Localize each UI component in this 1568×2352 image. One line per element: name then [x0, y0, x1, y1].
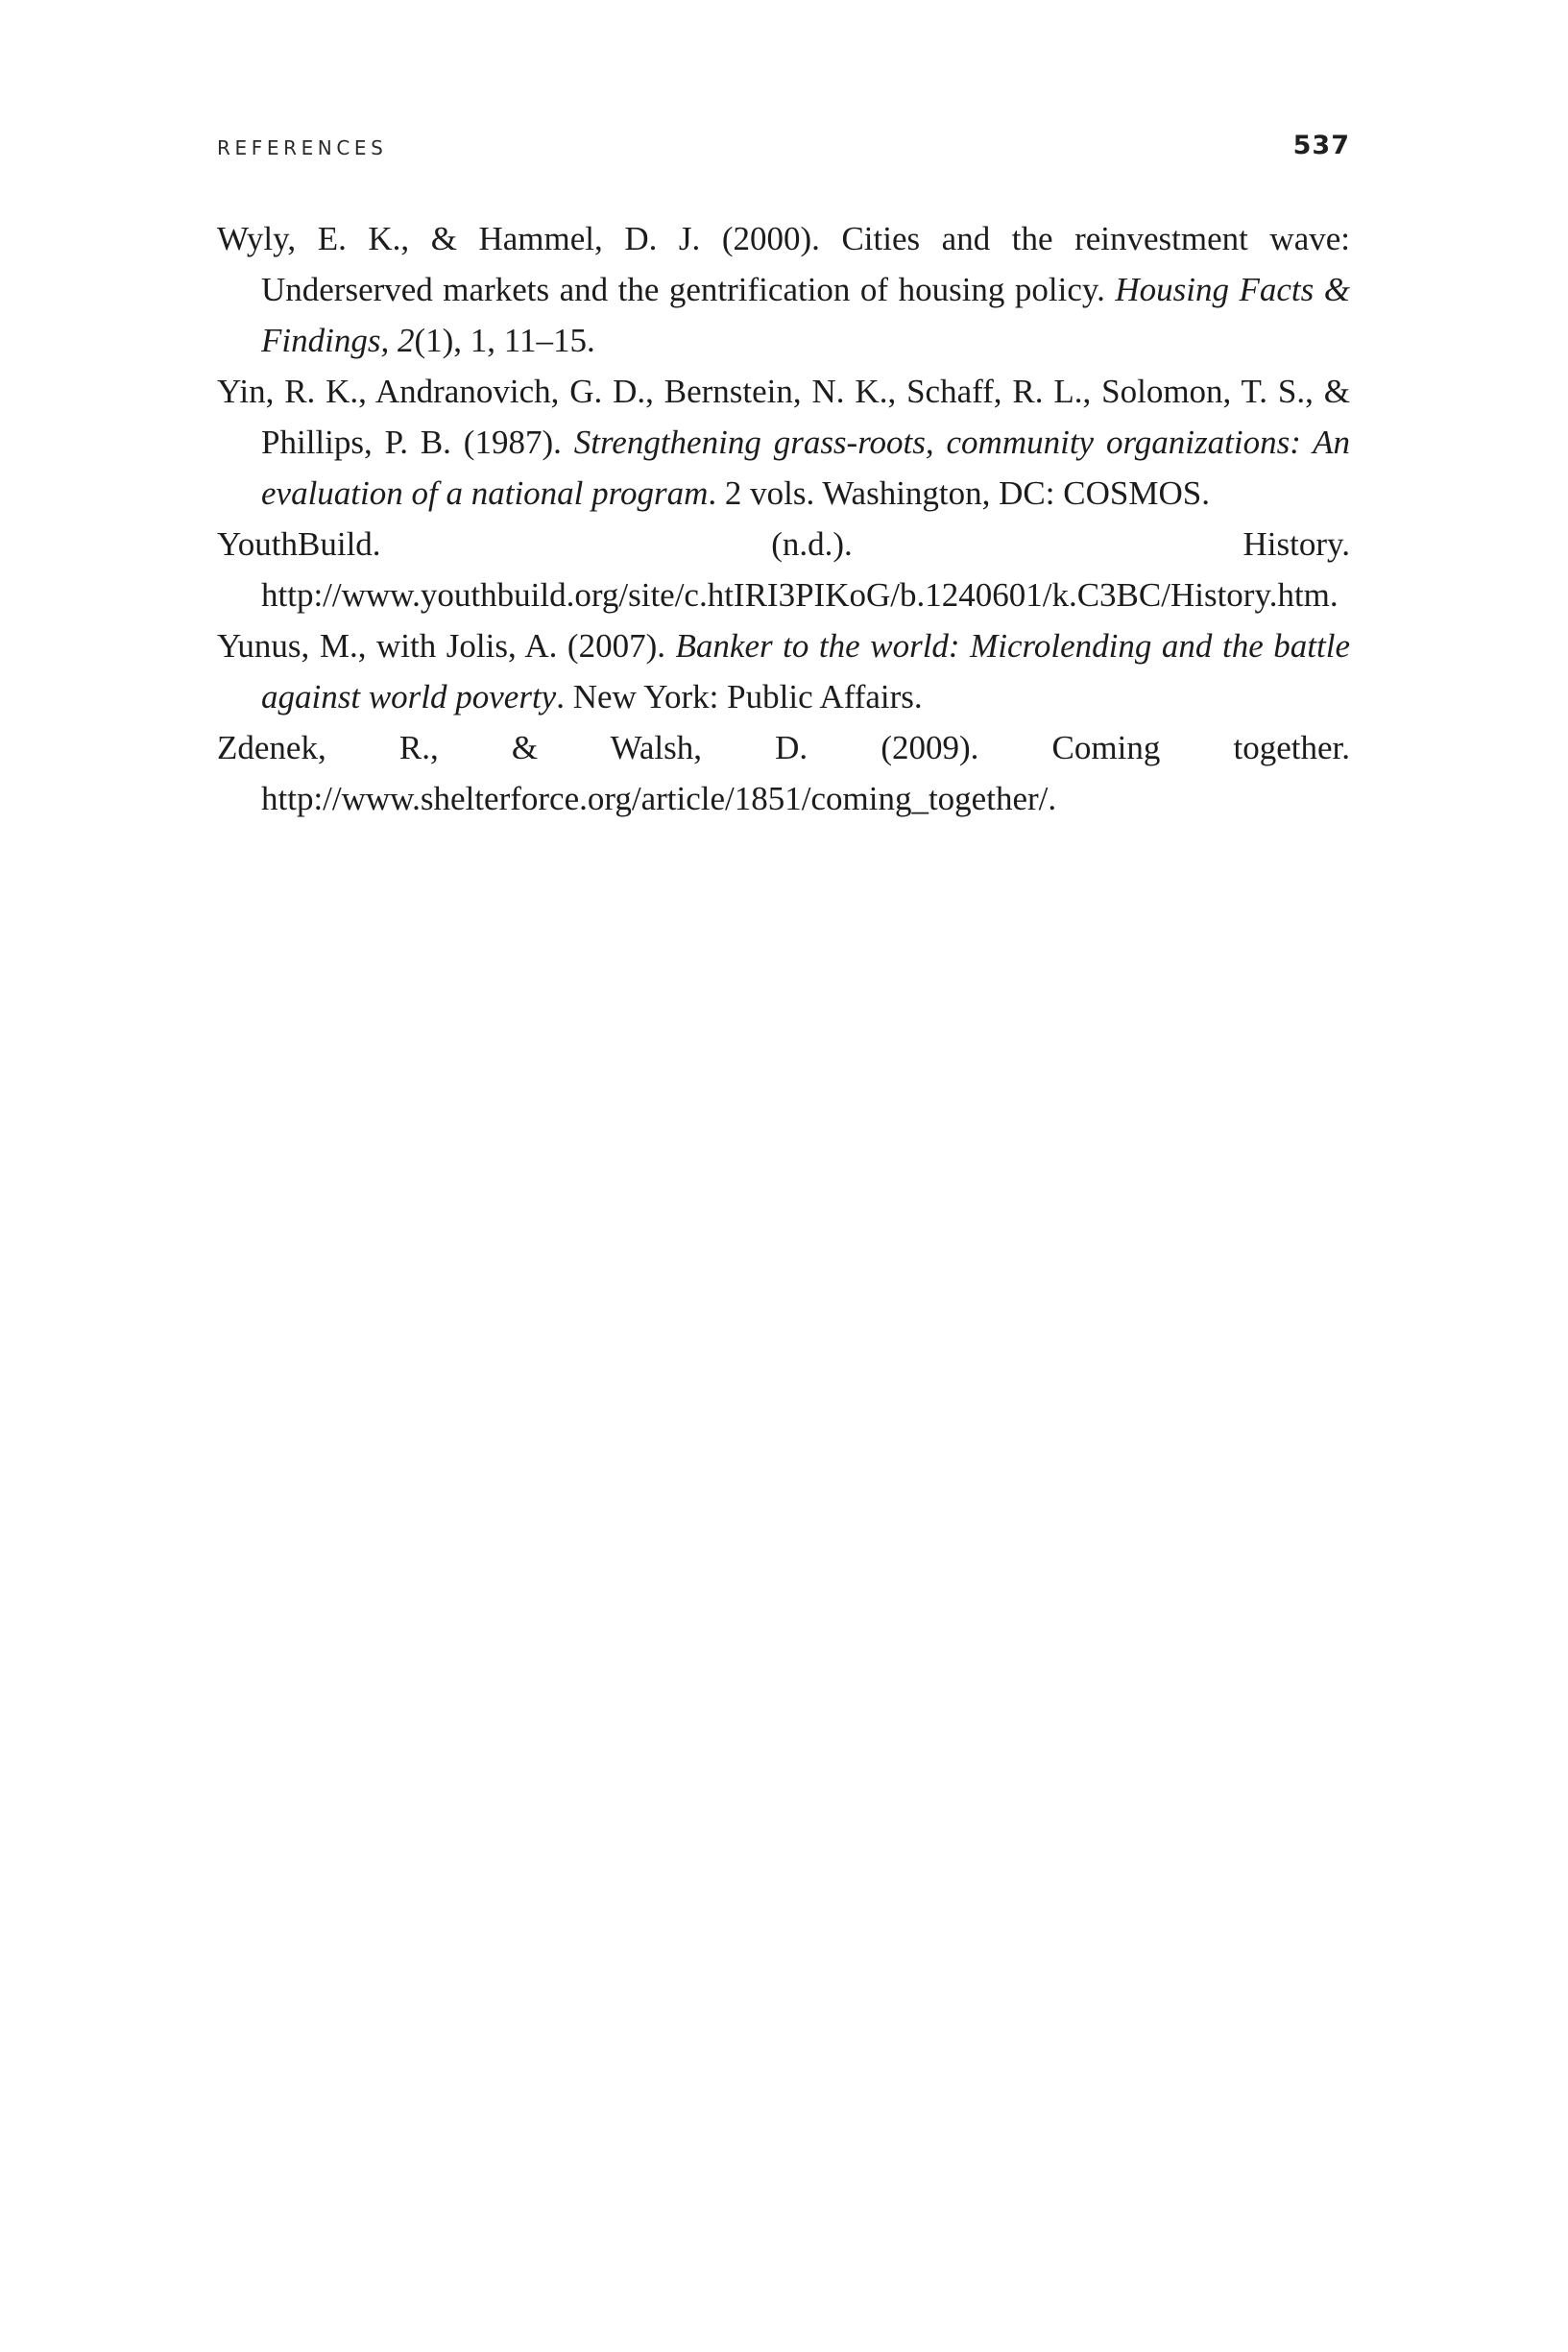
reference-text: . 2 vols. Washington, DC: COSMOS.: [708, 474, 1210, 512]
reference-italic-title: Banker to the world: Microlending and the battle against world poverty: [261, 627, 1350, 715]
reference-text: Yunus, M., with Jolis, A. (2007).: [217, 627, 676, 665]
running-title: REFERENCES: [217, 136, 388, 159]
reference-text: (1), 1, 11–15.: [414, 322, 595, 359]
reference-list: [217, 213, 1350, 824]
page-number: 537: [1292, 131, 1350, 160]
reference-italic-title: Housing Facts & Findings, 2: [261, 271, 1350, 359]
reference-text: YouthBuild. (n.d.). History. http://www.youthbuild.org/site/c.htIRI3PIKoG/b.1240601/k.C3BC/History.htm.: [217, 525, 1350, 614]
reference-entry-zdenek: [217, 722, 1350, 824]
reference-entry-wyly: [217, 213, 1350, 366]
reference-italic-title: Strengthening grass-roots, community organizations: An evaluation of a national program: [261, 424, 1350, 512]
reference-entry-yunus: [217, 620, 1350, 722]
running-head: [217, 131, 1350, 169]
reference-text: Wyly, E. K., & Hammel, D. J. (2000). Cities and the reinvestment wave: Underserved markets and the gentrification of housing policy.: [217, 220, 1350, 308]
reference-text: Yin, R. K., Andranovich, G. D., Bernstein, N. K., Schaff, R. L., Solomon, T. S., & Phillips, P. B. (1987).: [217, 373, 1350, 461]
reference-entry-yin: [217, 366, 1350, 519]
reference-text: Zdenek, R., & Walsh, D. (2009). Coming together. http://www.shelterforce.org/article/1851/coming_together/.: [217, 729, 1350, 817]
reference-text: . New York: Public Affairs.: [556, 678, 923, 715]
reference-entry-youthbuild: [217, 519, 1350, 620]
